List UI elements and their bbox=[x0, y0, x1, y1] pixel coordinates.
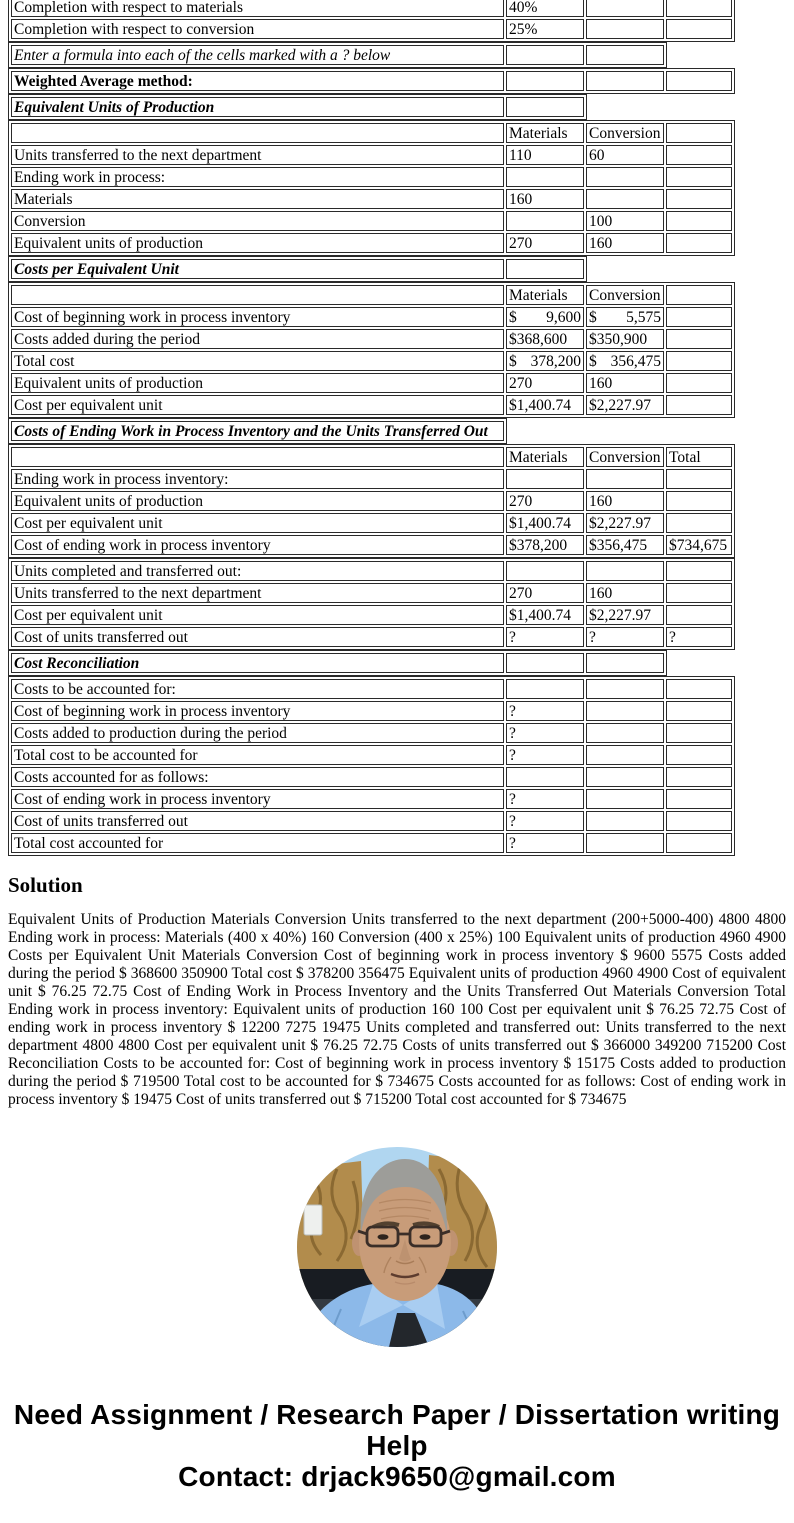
value-cell bbox=[506, 45, 584, 65]
row-label: Completion with respect to materials bbox=[11, 0, 504, 17]
value-cell: ? bbox=[506, 627, 584, 647]
table-row bbox=[11, 19, 732, 39]
row-label: Conversion bbox=[11, 211, 504, 231]
value-cell: 40% bbox=[506, 0, 584, 17]
table-row bbox=[11, 421, 504, 441]
footer bbox=[8, 1399, 786, 1516]
value-cell: $1,400.74 bbox=[506, 605, 584, 625]
row-label: Total cost accounted for bbox=[11, 833, 504, 853]
value-cell: ? bbox=[506, 745, 584, 765]
value-cell bbox=[666, 167, 732, 187]
table-row bbox=[11, 447, 732, 467]
table-row bbox=[11, 97, 584, 117]
value-cell bbox=[666, 605, 732, 625]
table-row bbox=[11, 679, 732, 699]
row-label: Weighted Average method: bbox=[11, 71, 504, 91]
row-label bbox=[11, 447, 504, 467]
worksheet-table-12 bbox=[8, 676, 735, 856]
row-label: Cost of units transferred out bbox=[11, 627, 504, 647]
value-cell bbox=[586, 811, 664, 831]
value-cell: 100 bbox=[586, 211, 664, 231]
value-cell: Conversion bbox=[586, 285, 664, 305]
row-label: Units completed and transferred out: bbox=[11, 561, 504, 581]
value-cell bbox=[586, 167, 664, 187]
worksheet-table-5 bbox=[8, 120, 735, 256]
row-label bbox=[11, 285, 504, 305]
value-cell bbox=[586, 653, 664, 673]
row-label: Ending work in process inventory: bbox=[11, 469, 504, 489]
value-cell: Materials bbox=[506, 123, 584, 143]
value-cell bbox=[506, 167, 584, 187]
value-cell bbox=[586, 679, 664, 699]
row-label: Cost of units transferred out bbox=[11, 811, 504, 831]
value-cell: $1,400.74 bbox=[506, 513, 584, 533]
row-label: Cost per equivalent unit bbox=[11, 513, 504, 533]
row-label: Equivalent Units of Production bbox=[11, 97, 504, 117]
row-label: Ending work in process: bbox=[11, 167, 504, 187]
value-cell bbox=[666, 723, 732, 743]
value-cell: 60 bbox=[586, 145, 664, 165]
worksheet-table-6 bbox=[8, 256, 587, 282]
value-cell bbox=[666, 189, 732, 209]
value-cell bbox=[666, 211, 732, 231]
value-cell: 160 bbox=[586, 233, 664, 253]
value-cell: 160 bbox=[586, 583, 664, 603]
table-row bbox=[11, 653, 664, 673]
row-label: Materials bbox=[11, 189, 504, 209]
value-cell bbox=[586, 745, 664, 765]
table-row bbox=[11, 211, 732, 231]
value-cell bbox=[506, 469, 584, 489]
footer-help-line: Need Assignment / Research Paper / Dissertation writing Help bbox=[13, 1399, 781, 1461]
table-row bbox=[11, 45, 664, 65]
value-cell: 110 bbox=[506, 145, 584, 165]
row-label: Costs added during the period bbox=[11, 329, 504, 349]
value-cell bbox=[586, 767, 664, 787]
row-label: Cost per equivalent unit bbox=[11, 605, 504, 625]
value-cell bbox=[666, 351, 732, 371]
table-row bbox=[11, 723, 732, 743]
table-row bbox=[11, 513, 732, 533]
worksheet-table-10 bbox=[8, 558, 735, 650]
table-row bbox=[11, 145, 732, 165]
worksheet-table-4 bbox=[8, 94, 587, 120]
value-cell bbox=[666, 767, 732, 787]
value-cell bbox=[666, 679, 732, 699]
row-label: Cost Reconciliation bbox=[11, 653, 504, 673]
solution-paragraph: Equivalent Units of Production Materials Conversion Units transferred to the next department (200+5000-400) 4800 4800 Ending work in process: Materials (400 x 40%) 160 Conversion (400 x 25%) 100 Equivalent units of production 4960 4900 Costs per Equivalent Unit Materials Conversion Cost of beginning work in process inventory $ 9600 5575 Costs added during the period $ 368600 350900 Total cost $ 378200 356475 Equivalent units of production 4960 4900 Cost of equivalent unit $ 76.25 72.75 Cost of Ending Work in Process Inventory and the Units Transferred Out Materials Conversion Total Ending work in process inventory: Equivalent units of production 160 100 Cost per equivalent unit $ 76.25 72.75 Cost of ending work in process inventory $ 12200 7275 19475 Units completed and transferred out: Units transferred to the next department 4800 4800 Cost per equivalent unit $ 76.25 72.75 Costs of units transferred out $ 366000 349200 715200 Cost Reconciliation Costs to be accounted for: Cost of beginning work in process inventory $ 15175 Costs added to production during the period $ 719500 Total cost to be accounted for $ 734675 Costs accounted for as follows: Cost of ending work in process inventory $ 19475 Cost of units transferred out $ 715200 Total cost accounted for $ 734675 bbox=[8, 911, 786, 1108]
value-cell: $734,675 bbox=[666, 535, 732, 555]
row-label: Units transferred to the next department bbox=[11, 145, 504, 165]
value-cell: $ 5,575 bbox=[586, 307, 664, 327]
value-cell: 160 bbox=[586, 373, 664, 393]
table-row bbox=[11, 71, 732, 91]
value-cell: $ 356,475 bbox=[586, 351, 664, 371]
value-cell bbox=[666, 395, 732, 415]
row-label: Costs accounted for as follows: bbox=[11, 767, 504, 787]
worksheet-table-8 bbox=[8, 418, 507, 444]
value-cell: $1,400.74 bbox=[506, 395, 584, 415]
value-cell: ? bbox=[506, 833, 584, 853]
value-cell bbox=[666, 561, 732, 581]
row-label: Total cost to be accounted for bbox=[11, 745, 504, 765]
row-label: Equivalent units of production bbox=[11, 373, 504, 393]
value-cell bbox=[506, 97, 584, 117]
value-cell: $350,900 bbox=[586, 329, 664, 349]
row-label: Costs of Ending Work in Process Inventory and the Units Transferred Out bbox=[11, 421, 504, 441]
row-label: Enter a formula into each of the cells marked with a ? below bbox=[11, 45, 504, 65]
value-cell bbox=[666, 145, 732, 165]
table-row bbox=[11, 233, 732, 253]
table-row bbox=[11, 811, 732, 831]
value-cell bbox=[666, 19, 732, 39]
value-cell: 270 bbox=[506, 373, 584, 393]
value-cell bbox=[666, 123, 732, 143]
value-cell bbox=[506, 679, 584, 699]
table-row bbox=[11, 561, 732, 581]
value-cell: ? bbox=[506, 789, 584, 809]
value-cell bbox=[666, 833, 732, 853]
value-cell: $2,227.97 bbox=[586, 395, 664, 415]
value-cell bbox=[586, 19, 664, 39]
value-cell bbox=[586, 71, 664, 91]
value-cell bbox=[666, 307, 732, 327]
value-cell: ? bbox=[506, 811, 584, 831]
value-cell bbox=[586, 0, 664, 17]
value-cell bbox=[666, 0, 732, 17]
table-row bbox=[11, 259, 584, 279]
value-cell: $ 378,200 bbox=[506, 351, 584, 371]
row-label bbox=[11, 123, 504, 143]
value-cell: 25% bbox=[506, 19, 584, 39]
value-cell: 160 bbox=[586, 491, 664, 511]
value-cell bbox=[586, 469, 664, 489]
value-cell bbox=[506, 561, 584, 581]
table-row bbox=[11, 123, 732, 143]
value-cell bbox=[506, 71, 584, 91]
value-cell bbox=[586, 189, 664, 209]
table-row bbox=[11, 373, 732, 393]
value-cell bbox=[586, 561, 664, 581]
value-cell: $378,200 bbox=[506, 535, 584, 555]
table-row bbox=[11, 789, 732, 809]
value-cell bbox=[666, 285, 732, 305]
value-cell: $2,227.97 bbox=[586, 513, 664, 533]
table-row bbox=[11, 627, 732, 647]
photo-switch-plate bbox=[304, 1205, 322, 1235]
solution-heading: Solution bbox=[8, 873, 83, 897]
worksheet-table-1 bbox=[8, 0, 735, 42]
table-row bbox=[11, 285, 732, 305]
value-cell bbox=[666, 701, 732, 721]
footer-contact-line: Contact: drjack9650@gmail.com bbox=[178, 1461, 616, 1492]
value-cell: ? bbox=[506, 701, 584, 721]
value-cell bbox=[586, 833, 664, 853]
row-label: Total cost bbox=[11, 351, 504, 371]
value-cell bbox=[666, 811, 732, 831]
worksheet-table-3 bbox=[8, 68, 735, 94]
table-row bbox=[11, 167, 732, 187]
value-cell: ? bbox=[586, 627, 664, 647]
row-label: Costs added to production during the period bbox=[11, 723, 504, 743]
row-label: Cost of beginning work in process inventory bbox=[11, 701, 504, 721]
table-row bbox=[11, 535, 732, 555]
value-cell bbox=[666, 233, 732, 253]
table-row bbox=[11, 701, 732, 721]
table-row bbox=[11, 469, 732, 489]
value-cell: 270 bbox=[506, 491, 584, 511]
value-cell bbox=[666, 745, 732, 765]
value-cell bbox=[666, 329, 732, 349]
row-label: Equivalent units of production bbox=[11, 233, 504, 253]
value-cell bbox=[666, 469, 732, 489]
value-cell: $ 9,600 bbox=[506, 307, 584, 327]
table-row bbox=[11, 189, 732, 209]
worksheet-table-7 bbox=[8, 282, 735, 418]
value-cell bbox=[586, 789, 664, 809]
value-cell: Total bbox=[666, 447, 732, 467]
value-cell bbox=[586, 701, 664, 721]
table-row bbox=[11, 767, 732, 787]
value-cell: Conversion bbox=[586, 123, 664, 143]
worksheet bbox=[8, 0, 786, 856]
value-cell: $2,227.97 bbox=[586, 605, 664, 625]
value-cell: 160 bbox=[506, 189, 584, 209]
value-cell bbox=[506, 211, 584, 231]
value-cell: Materials bbox=[506, 447, 584, 467]
value-cell bbox=[506, 767, 584, 787]
row-label: Cost of beginning work in process inventory bbox=[11, 307, 504, 327]
value-cell: $368,600 bbox=[506, 329, 584, 349]
table-row bbox=[11, 329, 732, 349]
table-row bbox=[11, 491, 732, 511]
value-cell bbox=[586, 723, 664, 743]
worksheet-table-11 bbox=[8, 650, 667, 676]
row-label: Cost of ending work in process inventory bbox=[11, 789, 504, 809]
value-cell bbox=[506, 653, 584, 673]
value-cell bbox=[666, 583, 732, 603]
worksheet-table-2 bbox=[8, 42, 667, 68]
row-label: Cost of ending work in process inventory bbox=[11, 535, 504, 555]
value-cell bbox=[666, 491, 732, 511]
value-cell bbox=[666, 373, 732, 393]
worksheet-table-9 bbox=[8, 444, 735, 558]
table-row bbox=[11, 351, 732, 371]
value-cell bbox=[506, 259, 584, 279]
table-row bbox=[11, 0, 732, 17]
value-cell: 270 bbox=[506, 583, 584, 603]
value-cell: ? bbox=[666, 627, 732, 647]
value-cell: Materials bbox=[506, 285, 584, 305]
value-cell bbox=[666, 513, 732, 533]
profile-photo-container bbox=[8, 1147, 786, 1347]
value-cell: 270 bbox=[506, 233, 584, 253]
value-cell: Conversion bbox=[586, 447, 664, 467]
table-row bbox=[11, 745, 732, 765]
table-row bbox=[11, 833, 732, 853]
table-row bbox=[11, 307, 732, 327]
table-row bbox=[11, 395, 732, 415]
row-label: Costs per Equivalent Unit bbox=[11, 259, 504, 279]
table-row bbox=[11, 583, 732, 603]
value-cell bbox=[586, 45, 664, 65]
value-cell: ? bbox=[506, 723, 584, 743]
value-cell bbox=[666, 789, 732, 809]
value-cell: $356,475 bbox=[586, 535, 664, 555]
table-row bbox=[11, 605, 732, 625]
row-label: Equivalent units of production bbox=[11, 491, 504, 511]
profile-photo bbox=[297, 1147, 497, 1347]
row-label: Completion with respect to conversion bbox=[11, 19, 504, 39]
value-cell bbox=[666, 71, 732, 91]
row-label: Cost per equivalent unit bbox=[11, 395, 504, 415]
row-label: Costs to be accounted for: bbox=[11, 679, 504, 699]
row-label: Units transferred to the next department bbox=[11, 583, 504, 603]
